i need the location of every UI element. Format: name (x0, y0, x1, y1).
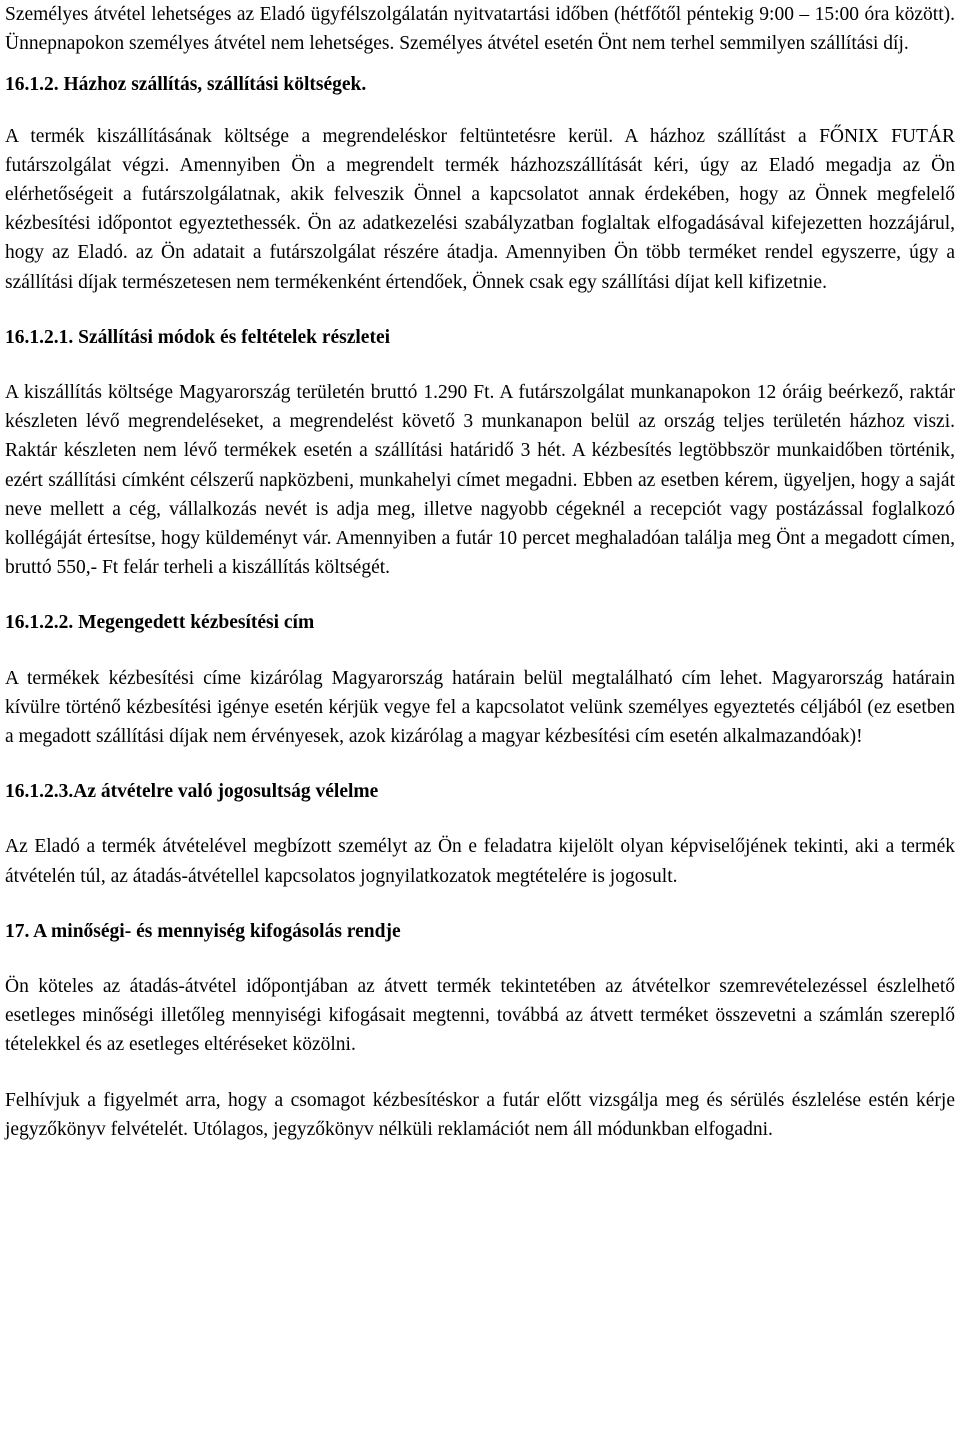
paragraph-receipt-authorization: Az Eladó a termék átvételével megbízott személyt az Ön e feladatra kijelölt olyan képviselőjének tekinti, aki a termék átvételén túl, az átadás-átvétellel kapcsolatos jognyilatkozatok megtételére is jogosult. (5, 836, 955, 887)
heading-allowed-address: 16.1.2.2. Megengedett kézbesítési cím (5, 612, 315, 634)
paragraph-allowed-address: A termékek kézbesítési címe kizárólag Magyarország határain belül megtalálható cím lehet. Magyarország határain kívülre történő kézbesítési igénye esetén kérjük vegye fel a kapcsolatot velünk személyes egyeztetés céljából (ez esetben a megadott szállítási díjak nem érvényesek, azok kizárólag a magyar kézbesítési cím esetén alkalmazandóak)! (5, 667, 955, 748)
paragraph-delivery-costs: A termék kiszállításának költsége a megrendeléskor feltüntetésre kerül. A házhoz szállítást a FŐNIX FUTÁR futárszolgálat végzi. Amennyiben Ön a megrendelt termék házhozszállítását kéri, úgy az Eladó megadja az Ön elérhetőségeit a futárszolgálatnak, akik felveszik Önnel a kapcsolatot annak érdekében, hogy az Önnek megfelelő kézbesítési időpontot egyeztethessék. Ön az adatkezelési szabályzatban foglaltak elfogadásával kifejezetten hozzájárul, hogy az Eladó. az Ön adatait a futárszolgálat részére átadja. Amennyiben Ön több terméket rendel egyszerre, úgy a szállítási díjak természetesen nem termékenként értendőek, Önnek csak egy szállítási díjat kell kifizetnie. (5, 125, 955, 293)
heading-delivery-methods: 16.1.2.1. Szállítási módok és feltételek részletei (5, 326, 391, 348)
paragraph-complaint-report: Felhívjuk a figyelmét arra, hogy a csomagot kézbesítéskor a futár előtt vizsgálja meg és sérülés észlelése estén kérje jegyzőkönyv felvételét. Utólagos, jegyzőkönyv nélküli reklamációt nem áll módunkban elfogadni. (5, 1089, 955, 1140)
heading-home-delivery: 16.1.2. Házhoz szállítás, szállítási költségek. (5, 74, 367, 96)
paragraph-complaint-inspection: Ön köteles az átadás-átvétel időpontjában az átvett termék tekintetében az átvételkor szemrevételezéssel észlelhető esetleges minőségi illetőleg mennyiségi kifogásait megtenni, továbbá az átvett terméket összevetni a számlán szereplő tételekkel és az esetleges eltéréseket közölni. (5, 976, 955, 1056)
heading-receipt-authorization: 16.1.2.3.Az átvételre való jogosultság vélelme (5, 781, 379, 803)
heading-complaint-procedure: 17. A minőségi- és mennyiség kifogásolás rendje (5, 920, 401, 942)
paragraph-personal-pickup: Személyes átvétel lehetséges az Eladó ügyfélszolgálatán nyitvatartási időben (hétfőtől péntekig 9:00 – 15:00 óra között). Ünnepnapokon személyes átvétel nem lehetséges. Személyes átvétel esetén Önt nem terhel semmilyen szállítási díj. (5, 4, 955, 55)
document-page (5, 0, 955, 1144)
paragraph-delivery-details: A kiszállítás költsége Magyarország területén bruttó 1.290 Ft. A futárszolgálat munkanapokon 12 óráig beérkező, raktár készleten lévő megrendeléseket, a megrendelést követő 3 munkanapon belül az ország teljes területén házhoz viszi. Raktár készleten nem lévő termékek esetén a szállítási határidő 3 hét. A kézbesítés legtöbbször munkaidőben történik, ezért szállítási címként célszerű napközbeni, munkahelyi címet megadni. Ebben az esetben kérem, ügyeljen, hogy a saját neve mellett a cég, vállalkozás nevét is adja meg, illetve nagyobb cégeknél a recepciót vagy postázással foglalkozó kollégáját értesítse, hogy küldeményt vár. Amennyiben a futár 10 percet meghaladóan találja meg Önt a megadott címen, bruttó 550,- Ft felár terheli a kiszállítás költségét. (5, 382, 955, 579)
